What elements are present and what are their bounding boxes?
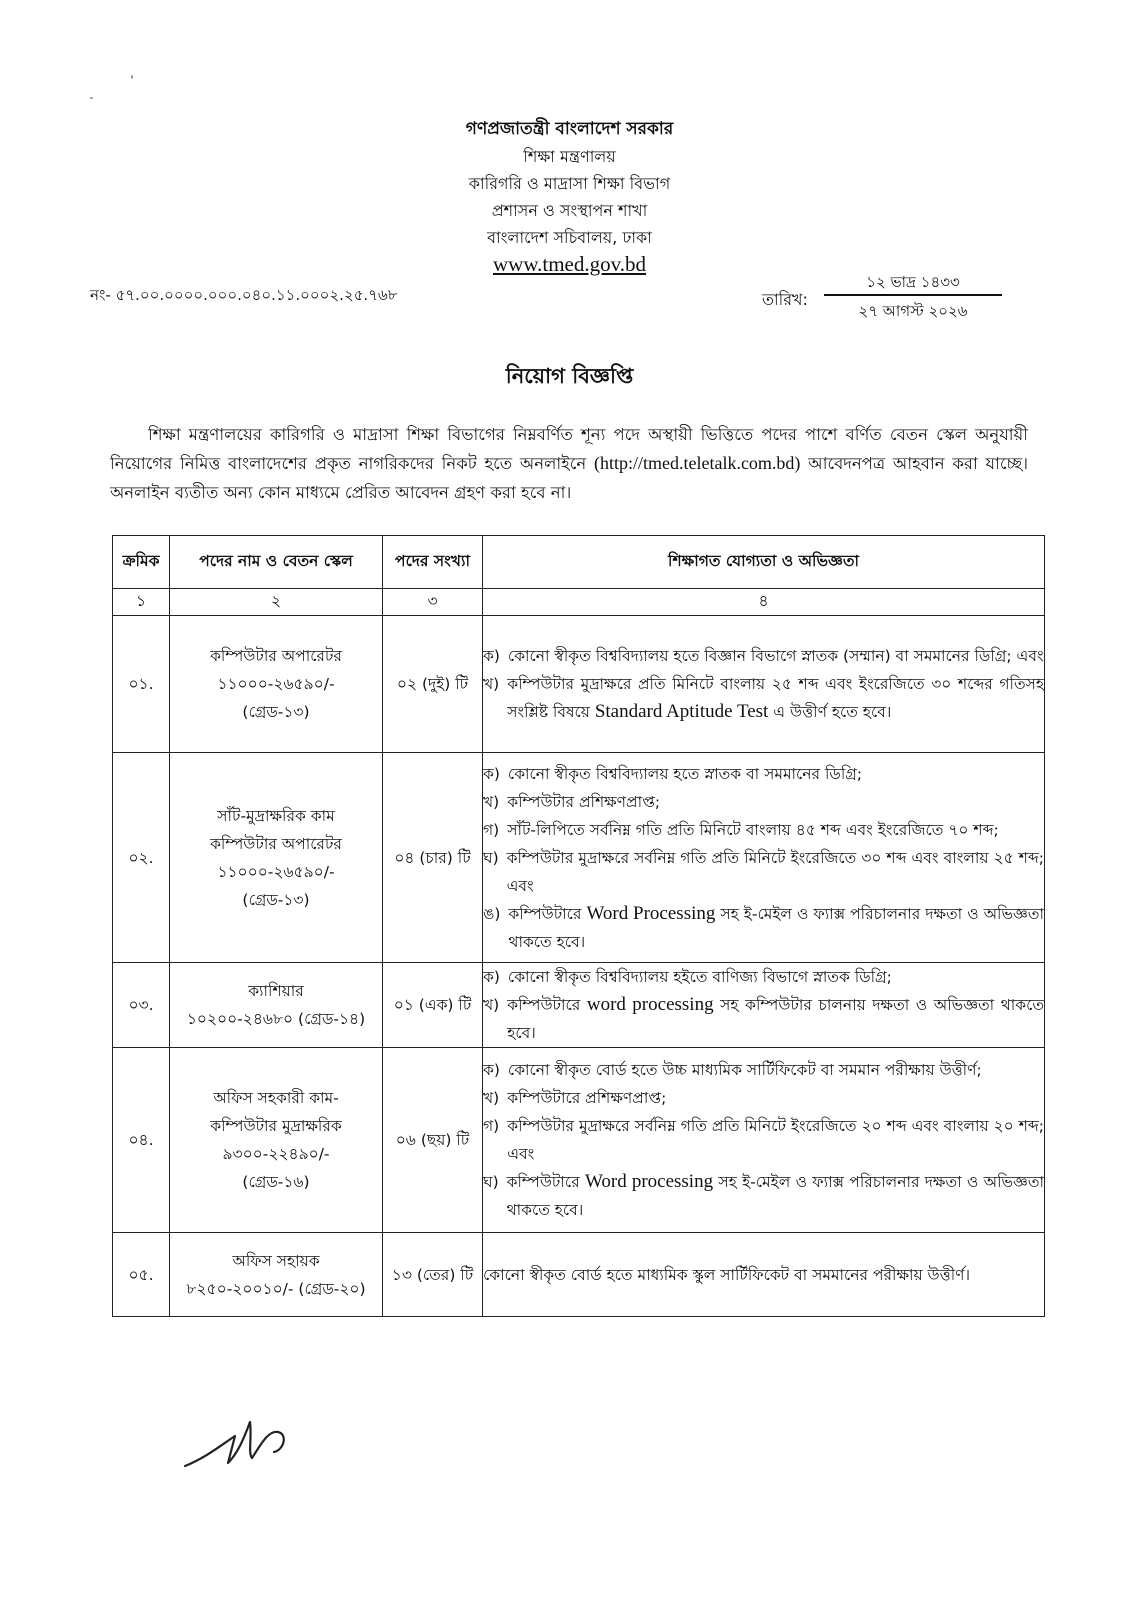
item-text: কোনো স্বীকৃত বিশ্ববিদ্যালয় হতে স্নাতক বা সমমানের ডিগ্রি; xyxy=(507,764,863,783)
item-text-block xyxy=(508,900,1044,956)
table-row xyxy=(113,963,1045,1048)
signature-stroke xyxy=(185,1422,284,1466)
count-cell: ০২ (দুই) টি xyxy=(383,616,483,753)
item-label: ঙ) xyxy=(483,904,501,923)
post-name: ক্যাশিয়ার xyxy=(248,982,304,1000)
qualification-item xyxy=(483,1084,1044,1112)
pay-scale: ৯৩০০-২২৪৯০/- xyxy=(222,1145,330,1163)
item-english-term: Standard Aptitude Test xyxy=(594,701,769,722)
pay-scale: ১০২০০-২৪৬৮০ (গ্রেড-১৪) xyxy=(186,1010,366,1028)
office-location: বাংলাদেশ সচিবালয়, ঢাকা xyxy=(487,228,652,247)
qualification-cell xyxy=(483,963,1045,1048)
item-label: খ) xyxy=(483,792,500,811)
qualification-item xyxy=(483,991,1044,1047)
grade: (গ্রেড-১৬) xyxy=(242,1173,310,1191)
branch-name: প্রশাসন ও সংস্থাপন শাখা xyxy=(491,201,648,220)
column-number-row xyxy=(113,589,1045,616)
pay-scale: ৮২৫০-২০০১০/- (গ্রেড-২০) xyxy=(186,1279,366,1298)
item-label: গ) xyxy=(483,820,500,839)
serial-cell: ০৩. xyxy=(113,963,170,1048)
ministry-name: শিক্ষা মন্ত্রণালয় xyxy=(523,147,616,166)
header-serial: ক্রমিক xyxy=(113,536,170,589)
grade: (গ্রেড-১৩) xyxy=(242,703,310,721)
post-name: সাঁট-মুদ্রাক্ষরিক কাম xyxy=(217,806,335,825)
post-name: অফিস সহায়ক xyxy=(232,1251,320,1270)
item-text: কম্পিউটার মুদ্রাক্ষরে সর্বনিম্ন গতি প্রতি মিনিটে ইংরেজিতে ৩০ শব্দ এবং বাংলায় ২৫ শব্দ; এবং xyxy=(506,848,1044,895)
item-text: কম্পিউটারে xyxy=(508,904,587,923)
qualification-item xyxy=(483,1168,1044,1224)
item-label: খ) xyxy=(483,675,500,693)
memo-number: নং- ৫৭.০০.০০০০.০০০.০৪০.১১.০০০২.২৫.৭৬৮ xyxy=(90,286,398,304)
post-name: কম্পিউটার অপারেটর xyxy=(210,647,342,665)
item-text: কম্পিউটারে প্রশিক্ষণপ্রাপ্ত; xyxy=(507,1089,667,1107)
item-text-end: সহ কম্পিউটার চালনায় দক্ষতা ও অভিজ্ঞতা থাকতে হবে। xyxy=(507,996,1045,1042)
government-name: গণপ্রজাতন্ত্রী বাংলাদেশ সরকার xyxy=(465,119,674,139)
grade: (গ্রেড-১৩) xyxy=(242,890,310,909)
serial-cell: ০৪. xyxy=(113,1048,170,1233)
qualification-cell xyxy=(483,1048,1045,1233)
qualification-item xyxy=(483,963,1044,991)
qualification-item xyxy=(483,788,1044,816)
count-cell: ১৩ (তের) টি xyxy=(383,1233,483,1317)
item-text-end: সহ ই-মেইল ও ফ্যাক্স পরিচালনার দক্ষতা ও অভিজ্ঞতা থাকতে হবে। xyxy=(508,904,1044,951)
item-label: খ) xyxy=(483,1089,500,1107)
serial-cell: ০৫. xyxy=(113,1233,170,1317)
header-post: পদের নাম ও বেতন স্কেল xyxy=(170,536,383,589)
item-text-end: সহ ই-মেইল ও ফ্যাক্স পরিচালনার দক্ষতা ও অভিজ্ঞতা থাকতে হবে। xyxy=(506,1173,1045,1219)
qualification-item xyxy=(483,900,1044,956)
count-cell: ০১ (এক) টি xyxy=(383,963,483,1048)
qualification-item xyxy=(483,642,1044,670)
item-text-block xyxy=(507,991,1044,1047)
qualification-item xyxy=(483,670,1044,726)
qualification-cell xyxy=(483,1233,1045,1317)
pay-scale: ১১০০০-২৬৫৯০/- xyxy=(217,862,335,881)
signature xyxy=(180,1408,310,1478)
header-count: পদের সংখ্যা xyxy=(383,536,483,589)
column-number: ৩ xyxy=(383,589,483,616)
post-cell xyxy=(170,1233,383,1317)
date-bangla: ১২ ভাদ্র ১৪৩৩ xyxy=(824,270,1002,296)
serial-cell: ০২. xyxy=(113,753,170,963)
qualification-item xyxy=(483,760,1044,788)
pay-scale: ১১০০০-২৬৫৯০/- xyxy=(217,675,335,693)
item-label: খ) xyxy=(483,996,500,1014)
item-text: কম্পিউটারে xyxy=(507,996,587,1014)
item-text-end: এ উত্তীর্ণ হতে হবে। xyxy=(768,703,892,721)
application-url[interactable]: (http://tmed.teletalk.com.bd) xyxy=(593,453,801,473)
item-text: কম্পিউটার মুদ্রাক্ষরে সর্বনিম্ন গতি প্রতি মিনিটে ইংরেজিতে ২০ শব্দ এবং বাংলায় ২০ শব্দ; এবং xyxy=(507,1117,1044,1163)
item-english-term: word processing xyxy=(586,994,714,1015)
scan-speck xyxy=(90,97,93,99)
notice-title: নিয়োগ বিজ্ঞপ্তি xyxy=(505,364,634,388)
intro-text: শিক্ষা মন্ত্রণালয়ের কারিগরি ও মাদ্রাসা শিক্ষা বিভাগের নিম্নবর্ণিত শূন্য পদে অস্থায়ী ভিত্তিতে পদের পাশে বর্ণিত বেতন স্কেল অনুযায়ী নিয়োগের নিমিত্ত বাংলাদেশের প্রকৃত নাগরিকদের নিকট হতে অনলাইনে xyxy=(110,425,1028,473)
post-name: অফিস সহকারী কাম- xyxy=(213,1089,339,1107)
post-cell xyxy=(170,753,383,963)
date-gregorian: ২৭ আগস্ট ২০২৬ xyxy=(858,302,968,320)
item-text: কোনো স্বীকৃত বিশ্ববিদ্যালয় হতে বিজ্ঞান বিভাগে স্নাতক (সম্মান) বা সমমানের ডিগ্রি; এবং xyxy=(507,647,1044,665)
posts-table xyxy=(112,535,1045,1317)
qualification-item xyxy=(483,1112,1044,1168)
table-row xyxy=(113,753,1045,963)
item-text: কোনো স্বীকৃত বিশ্ববিদ্যালয় হইতে বাণিজ্য বিভাগে স্নাতক ডিগ্রি; xyxy=(507,968,892,986)
item-text: কোনো স্বীকৃত বোর্ড হতে উচ্চ মাধ্যমিক সার্টিফিকেট বা সমমান পরীক্ষায় উত্তীর্ণ; xyxy=(507,1061,982,1079)
intro-paragraph xyxy=(110,420,1028,507)
table-header-row xyxy=(113,536,1045,589)
item-label: ঘ) xyxy=(483,1173,499,1191)
qualification-item xyxy=(483,844,1044,900)
item-english-term: Word processing xyxy=(584,1171,714,1192)
intro-text-end: আবেদনপত্র আহবান করা যাচ্ছে। অনলাইন ব্যতীত অন্য কোন মাধ্যমে প্রেরিত আবেদন গ্রহণ করা হবে না। xyxy=(110,454,1028,502)
post-name-cont: কম্পিউটার অপারেটর xyxy=(210,834,342,853)
post-cell xyxy=(170,1048,383,1233)
header-qualification: শিক্ষাগত যোগ্যতা ও অভিজ্ঞতা xyxy=(483,536,1045,589)
item-text: কম্পিউটার প্রশিক্ষণপ্রাপ্ত; xyxy=(507,792,661,811)
letterhead xyxy=(0,116,1139,278)
item-text: সাঁট-লিপিতে সর্বনিম্ন গতি প্রতি মিনিটে বাংলায় ৪৫ শব্দ এবং ইংরেজিতে ৭০ শব্দ; xyxy=(507,820,999,839)
item-text: কম্পিউটার মুদ্রাক্ষরে প্রতি মিনিটে বাংলায় ২৫ শব্দ এবং ইংরেজিতে ৩০ শব্দের গতিসহ সংশ্লিষ্ট বিষয়ে xyxy=(507,675,1044,721)
count-cell: ০৬ (ছয়) টি xyxy=(383,1048,483,1233)
date-label: তারিখ: xyxy=(762,290,808,309)
column-number: ২ xyxy=(170,589,383,616)
item-label: ক) xyxy=(483,1061,500,1079)
item-text-block xyxy=(507,670,1044,726)
item-label: ক) xyxy=(483,968,500,986)
table-row xyxy=(113,1048,1045,1233)
item-english-term: Word Processing xyxy=(586,902,716,924)
table-row xyxy=(113,616,1045,753)
item-text: কোনো স্বীকৃত বোর্ড হতে মাধ্যমিক স্কুল সার্টিফিকেট বা সমমানের পরীক্ষায় উত্তীর্ণ। xyxy=(483,1265,971,1284)
post-name-cont: কম্পিউটার মুদ্রাক্ষরিক xyxy=(210,1117,342,1135)
post-cell xyxy=(170,616,383,753)
date-block xyxy=(824,270,1002,324)
count-cell: ০৪ (চার) টি xyxy=(383,753,483,963)
item-label: ক) xyxy=(483,764,500,783)
column-number: ৪ xyxy=(483,589,1045,616)
qualification-item xyxy=(483,1056,1044,1084)
qualification-item xyxy=(483,816,1044,844)
scan-speck xyxy=(131,75,133,79)
post-cell xyxy=(170,963,383,1048)
table-row xyxy=(113,1233,1045,1317)
division-name: কারিগরি ও মাদ্রাসা শিক্ষা বিভাগ xyxy=(468,174,671,193)
qualification-cell xyxy=(483,753,1045,963)
item-label: ক) xyxy=(483,647,500,665)
item-label: গ) xyxy=(483,1117,500,1135)
item-text-block xyxy=(507,1168,1044,1224)
column-number: ১ xyxy=(113,589,170,616)
item-text: কম্পিউটারে xyxy=(506,1173,585,1191)
item-label: ঘ) xyxy=(483,848,499,867)
qualification-cell xyxy=(483,616,1045,753)
serial-cell: ০১. xyxy=(113,616,170,753)
website-link[interactable]: www.tmed.gov.bd xyxy=(492,252,646,276)
